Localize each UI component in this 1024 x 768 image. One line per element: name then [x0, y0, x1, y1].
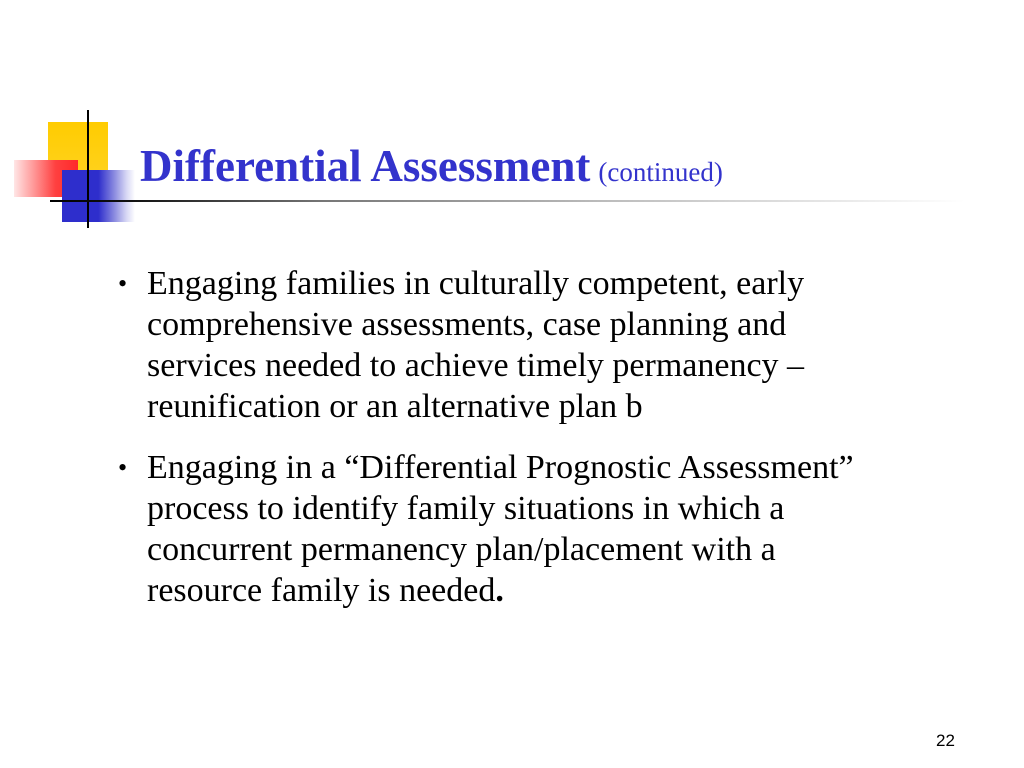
- bullet-text-container: [147, 447, 882, 611]
- bullet-marker: •: [118, 453, 128, 482]
- bullet-text: Engaging in a “Differential Prognostic Assessment” process to identify family situations in which a concurrent permanency plan/placement with a resource family is needed: [147, 449, 854, 609]
- bullet-item: [118, 447, 888, 611]
- bullet-text: Engaging families in culturally competent, early comprehensive assessments, case planning and services needed to achieve timely permanency – reunification or an alternative plan b: [147, 265, 805, 425]
- bullet-list: [118, 263, 888, 631]
- slide-title: [140, 141, 723, 195]
- logo-vertical-rule: [87, 110, 89, 228]
- slide-title-suffix: (continued): [598, 157, 723, 187]
- slide-title-main: Differential Assessment: [140, 141, 591, 191]
- bullet-text-bold-suffix: .: [495, 572, 504, 609]
- page-number: 22: [936, 731, 955, 750]
- bullet-marker: •: [118, 269, 128, 298]
- logo-blue-square: [62, 170, 135, 222]
- bullet-item: [118, 263, 888, 427]
- title-underline-rule: [50, 200, 965, 202]
